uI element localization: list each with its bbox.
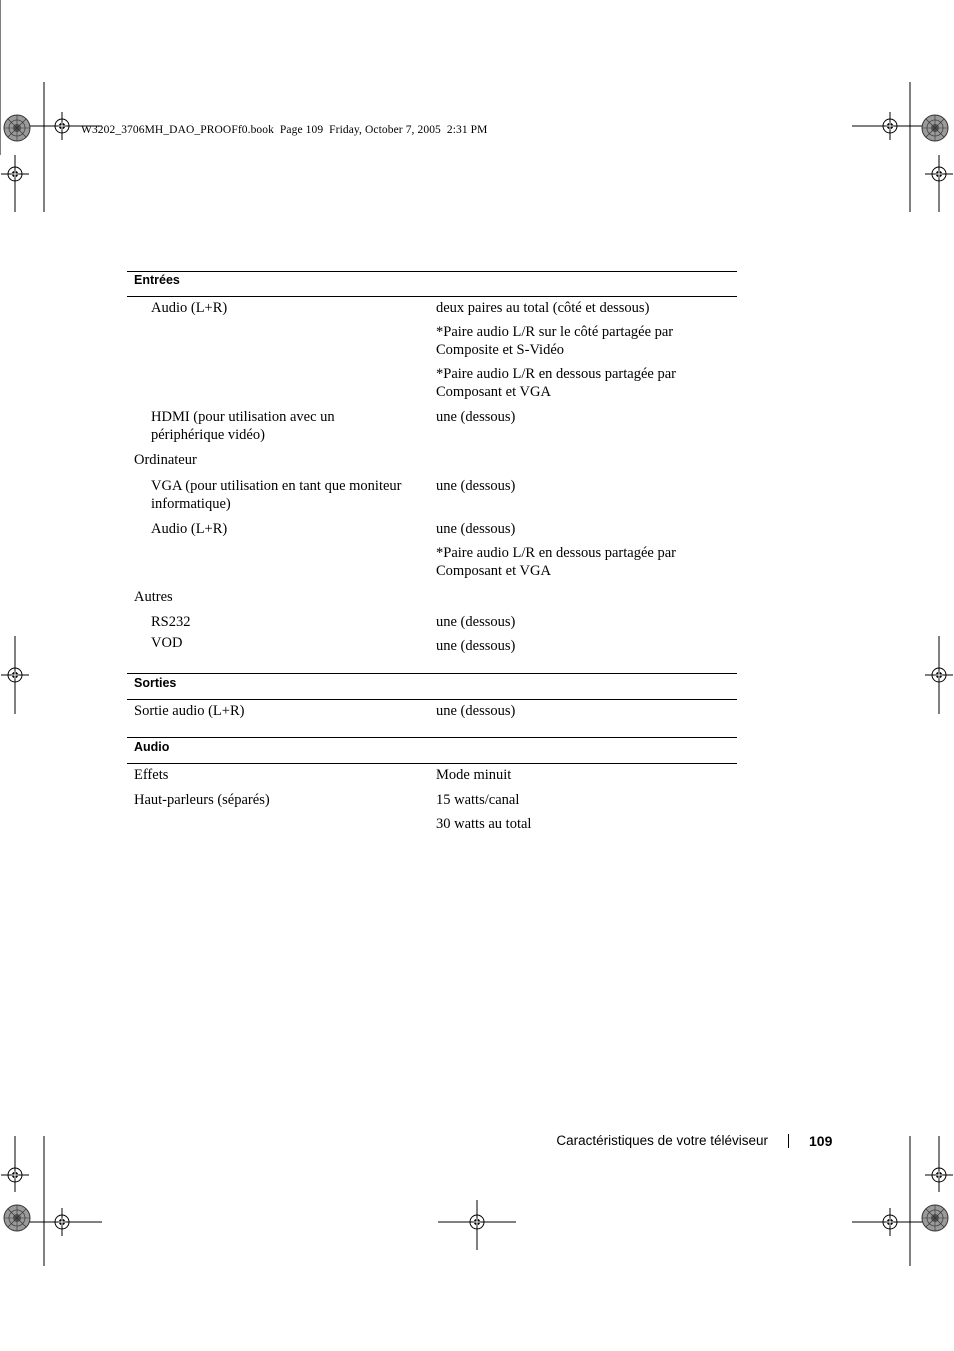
section-title-audio: Audio [134,740,170,754]
value-vod: une (dessous) [436,638,516,654]
label-audio-out: Sortie audio (L+R) [134,703,245,719]
section-title-outputs: Sorties [134,676,177,690]
value-audio-lr-1: deux paires au total (côté et dessous) [436,300,650,316]
label-audio-lr: Audio (L+R) [151,300,228,316]
value-speakers-1: 15 watts/canal [436,792,520,808]
label-vga: VGA (pour utilisation en tant que moniteur informatique) [151,478,402,512]
value-audio-lr-2: *Paire audio L/R sur le côté partagée par Composite et S-Vidéo [436,324,674,358]
value-audio-out: une (dessous) [436,703,516,719]
value-computer-audio-2: *Paire audio L/R en dessous partagée par Composant et VGA [436,545,676,579]
section-title-inputs: Entrées [134,273,180,287]
page-number: 109 [809,1133,833,1149]
value-computer-audio-1: une (dessous) [436,521,516,537]
footer-divider [788,1134,789,1148]
label-computer-audio: Audio (L+R) [151,521,228,537]
value-speakers-2: 30 watts au total [436,816,532,832]
footer-chapter-title: Caractéristiques de votre téléviseur [556,1133,768,1148]
label-computer: Ordinateur [134,452,197,468]
value-rs232: une (dessous) [436,614,516,630]
label-others: Autres [134,589,173,605]
value-hdmi: une (dessous) [436,409,516,425]
rule-outputs-top [127,673,737,674]
rule-inputs-top [127,271,737,272]
label-speakers: Haut-parleurs (séparés) [134,792,270,808]
book-info: W3202_3706MH_DAO_PROOFf0.book Page 109 Friday, October 7, 2005 2:31 PM [81,124,488,136]
rule-audio-top [127,737,737,738]
label-effects: Effets [134,767,169,783]
rule-outputs-bottom [127,699,737,700]
rule-inputs-bottom [127,296,737,297]
value-audio-lr-3: *Paire audio L/R en dessous partagée par Composant et VGA [436,366,676,400]
value-effects: Mode minuit [436,767,512,783]
label-vod: VOD [151,635,183,651]
rule-audio-bottom [127,763,737,764]
value-vga: une (dessous) [436,478,516,494]
label-hdmi: HDMI (pour utilisation avec un périphérique vidéo) [151,409,335,443]
label-rs232: RS232 [151,614,191,630]
